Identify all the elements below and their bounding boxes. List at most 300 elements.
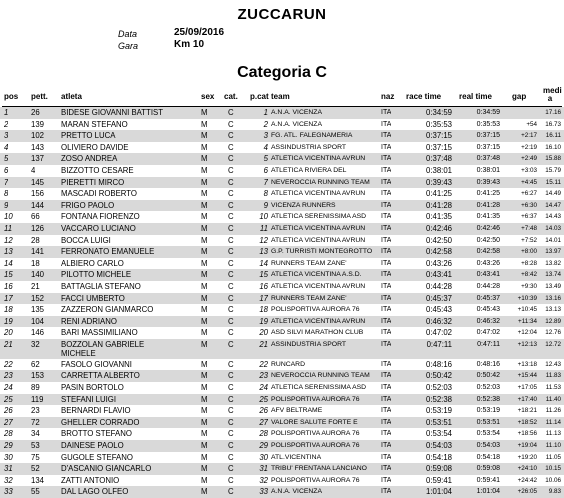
cell-pos: 28 [4, 429, 13, 439]
cell-sex: M [201, 383, 208, 393]
cell-race-time: 0:47:02 [425, 328, 452, 338]
cell-pcat: 30 [259, 452, 268, 462]
cell-pett: 28 [31, 235, 40, 245]
cell-pett: 126 [31, 223, 45, 233]
cell-pcat: 10 [259, 212, 268, 222]
cell-real-time: 0:39:43 [476, 178, 500, 186]
cell-cat: C [228, 154, 234, 164]
cell-pcat: 18 [259, 305, 268, 315]
cell-athlete: PILOTTO MICHELE [61, 270, 132, 280]
cell-team: ATLETICA VICENTINA AVRUN [271, 190, 366, 198]
cell-real-time: 0:52:03 [476, 384, 500, 392]
header-naz: naz [381, 92, 395, 101]
cell-race-time: 0:39:43 [425, 177, 452, 187]
table-header [0, 86, 564, 106]
cell-race-time: 1:01:04 [425, 487, 452, 497]
header-team: team [271, 92, 290, 101]
cell-cat: C [228, 452, 234, 462]
cell-sex: M [201, 177, 208, 187]
cell-pos: 12 [4, 235, 13, 245]
cell-pett: 52 [31, 464, 40, 474]
cell-media: 11.05 [545, 453, 561, 461]
cell-athlete: DAINESE PAOLO [61, 441, 124, 451]
cell-cat: C [228, 258, 234, 268]
cell-real-time: 0:47:11 [477, 340, 500, 348]
cell-pos: 24 [4, 383, 13, 393]
cell-race-time: 0:35:53 [425, 119, 452, 129]
cell-race-time: 0:53:51 [425, 417, 452, 427]
cell-media: 16.73 [545, 120, 561, 128]
cell-cat: C [228, 235, 234, 245]
cell-media: 17.16 [545, 109, 561, 116]
cell-race-time: 0:59:41 [425, 475, 452, 485]
cell-gap: +6:30 [521, 201, 537, 209]
cell-naz: ITA [381, 132, 392, 140]
cell-pos: 29 [4, 441, 13, 451]
cell-gap: +12:13 [517, 340, 537, 348]
cell-team: POLISPORTIVA AURORA 76 [271, 306, 360, 314]
cell-sex: M [201, 223, 208, 233]
cell-team: ATLETICA VICENTINA AVRUN [271, 282, 366, 290]
cell-media: 9.83 [548, 488, 561, 496]
cell-real-time: 0:50:42 [476, 372, 500, 380]
cell-pcat: 27 [259, 417, 268, 427]
cell-real-time: 0:43:41 [476, 271, 500, 279]
cell-team: NEVEROCCIA RUNNING TEAM [271, 178, 370, 186]
cell-pett: 62 [31, 359, 40, 369]
cell-pcat: 32 [259, 475, 268, 485]
cell-real-time: 0:42:58 [476, 248, 500, 256]
cell-athlete: GHELLER CORRADO [61, 417, 140, 427]
cell-athlete: BIDESE GIOVANNI BATTIST [61, 108, 163, 117]
table-row [0, 417, 564, 429]
cell-gap: +17:05 [517, 384, 537, 392]
cell-naz: ITA [381, 155, 392, 163]
cell-naz: ITA [381, 418, 392, 426]
cell-pos: 4 [4, 142, 9, 152]
table-row [0, 258, 564, 270]
cell-pcat: 20 [259, 328, 268, 338]
cell-athlete: ALBIERO CARLO [61, 258, 124, 268]
cell-sex: M [201, 429, 208, 439]
cell-team: ATLETICA VICENTINA AVRUN [271, 236, 366, 244]
cell-race-time: 0:43:26 [425, 258, 452, 268]
cell-cat: C [228, 247, 234, 257]
cell-athlete: CARRETTA ALBERTO [61, 371, 140, 381]
cell-media: 13.82 [545, 259, 561, 267]
cell-media: 13.16 [545, 294, 561, 302]
table-row [0, 107, 564, 119]
cell-naz: ITA [381, 294, 392, 302]
cell-naz: ITA [381, 329, 392, 337]
cell-pcat: 2 [263, 119, 268, 129]
cell-pett: 152 [31, 293, 45, 303]
cell-naz: ITA [381, 109, 392, 116]
cell-cat: C [228, 165, 234, 175]
cell-athlete: BROTTO STEFANO [61, 429, 132, 439]
cell-pcat: 25 [259, 394, 268, 404]
cell-sex: M [201, 258, 208, 268]
header-real-time: real time [459, 92, 492, 101]
cell-pos: 32 [4, 475, 13, 485]
cell-pos: 9 [4, 200, 9, 210]
cell-pcat: 22 [259, 359, 268, 369]
cell-real-time: 0:37:48 [476, 155, 500, 163]
cell-race-time: 0:54:03 [425, 441, 452, 451]
cell-pos: 27 [4, 417, 13, 427]
cell-pos: 26 [4, 406, 13, 416]
cell-athlete: MASCADI ROBERTO [61, 189, 137, 199]
cell-team: ATLETICA SERENISSIMA ASD [271, 384, 367, 392]
cell-race-time: 0:42:58 [425, 247, 452, 257]
cell-pett: 89 [31, 383, 40, 393]
cell-athlete-line2: MICHELE [61, 348, 96, 358]
cell-cat: C [228, 131, 234, 141]
cell-real-time: 0:44:28 [476, 282, 500, 290]
cell-athlete: BOCCA LUIGI [61, 235, 111, 245]
cell-pett: 135 [31, 305, 45, 315]
cell-pcat: 24 [259, 383, 268, 393]
cell-media: 16.10 [545, 143, 561, 151]
cell-pos: 30 [4, 452, 13, 462]
cell-athlete: BARI MASSIMILIANO [61, 328, 138, 338]
cell-race-time: 0:46:32 [425, 316, 452, 326]
cell-sex: M [201, 339, 208, 349]
cell-pcat: 12 [259, 235, 268, 245]
cell-gap: +8:28 [521, 259, 537, 267]
cell-pcat: 16 [259, 281, 268, 291]
cell-team: RUNCARD [271, 360, 305, 368]
cell-pett: 140 [31, 270, 45, 280]
cell-sex: M [201, 165, 208, 175]
cell-pcat: 28 [259, 429, 268, 439]
cell-pos: 13 [4, 247, 13, 257]
cell-naz: ITA [381, 372, 392, 380]
cell-race-time: 0:53:19 [425, 406, 452, 416]
cell-athlete: RENI ADRIANO [61, 316, 117, 326]
cell-pcat: 1 [263, 108, 268, 117]
cell-pos: 8 [4, 189, 9, 199]
cell-gap: +26:05 [517, 488, 537, 496]
cell-team: AFV BELTRAME [271, 407, 323, 415]
cell-cat: C [228, 142, 234, 152]
cell-media: 11.10 [545, 442, 561, 450]
cell-pos: 21 [4, 339, 13, 349]
cell-real-time: 0:59:08 [476, 465, 500, 473]
cell-real-time: 0:45:37 [476, 294, 500, 302]
cell-athlete: FONTANA FIORENZO [61, 212, 140, 222]
cell-pett: 137 [31, 154, 45, 164]
cell-athlete: D'ASCANIO GIANCARLO [61, 464, 152, 474]
cell-sex: M [201, 281, 208, 291]
cell-real-time: 0:41:25 [476, 190, 500, 198]
cell-cat: C [228, 394, 234, 404]
cell-naz: ITA [381, 395, 392, 403]
table-row [0, 293, 564, 305]
cell-race-time: 0:59:08 [425, 464, 452, 474]
cell-team: ATLETICA SERENISSIMA ASD [271, 213, 367, 221]
cell-pcat: 5 [263, 154, 268, 164]
cell-race-time: 0:41:35 [425, 212, 452, 222]
cell-team: A.N.A. VICENZA [271, 488, 322, 496]
cell-pett: 153 [31, 371, 45, 381]
cell-pett: 53 [31, 441, 40, 451]
cell-gap: +24:42 [517, 476, 537, 484]
cell-sex: M [201, 131, 208, 141]
cell-real-time: 0:59:41 [476, 476, 500, 484]
cell-media: 13.49 [545, 282, 561, 290]
cell-media: 14.01 [545, 236, 561, 244]
cell-naz: ITA [381, 465, 392, 473]
cell-sex: M [201, 142, 208, 152]
cell-real-time: 0:54:03 [476, 442, 500, 450]
cell-athlete: FACCI UMBERTO [61, 293, 125, 303]
cell-race-time: 0:45:43 [425, 305, 452, 315]
cell-sex: M [201, 212, 208, 222]
header-sex: sex [201, 92, 215, 101]
cell-race-time: 0:37:15 [425, 142, 452, 152]
cell-real-time: 0:41:28 [476, 201, 500, 209]
cell-pos: 11 [4, 223, 13, 233]
cell-gap: +10:39 [517, 294, 537, 302]
table-row [0, 327, 564, 339]
cell-sex: M [201, 406, 208, 416]
cell-cat: C [228, 328, 234, 338]
cell-team: VICENZA RUNNERS [271, 201, 336, 209]
cell-team: RUNNERS TEAM ZANE' [271, 294, 347, 302]
cell-athlete: GUGOLE STEFANO [61, 452, 133, 462]
cell-cat: C [228, 487, 234, 497]
cell-sex: M [201, 394, 208, 404]
cell-real-time: 0:37:15 [476, 132, 500, 140]
cell-gap: +7:48 [521, 224, 537, 232]
cell-team: ATL.VICENTINA [271, 453, 322, 461]
cell-race-time: 0:43:41 [425, 270, 452, 280]
cell-pcat: 26 [259, 406, 268, 416]
cell-real-time: 0:54:18 [476, 453, 500, 461]
cell-naz: ITA [381, 282, 392, 290]
cell-pos: 15 [4, 270, 13, 280]
cell-gap: +15:44 [517, 372, 537, 380]
cell-pcat: 4 [263, 142, 268, 152]
cell-pett: 55 [31, 487, 40, 497]
cell-team: ATLETICA VICENTINA A.S.D. [271, 271, 362, 279]
cell-naz: ITA [381, 317, 392, 325]
cell-pos: 6 [4, 165, 9, 175]
cell-sex: M [201, 464, 208, 474]
cell-sex: M [201, 305, 208, 315]
cell-naz: ITA [381, 306, 392, 314]
cell-cat: C [228, 339, 234, 349]
cell-pos: 14 [4, 258, 13, 268]
cell-team: ATLETICA VICENTINA AVRUN [271, 224, 366, 232]
cell-athlete: VACCARO LUCIANO [61, 223, 136, 233]
cell-media: 12.43 [545, 360, 561, 368]
event-title: ZUCCARUN [237, 6, 327, 23]
cell-pcat: 7 [263, 177, 268, 187]
cell-pett: 75 [31, 452, 40, 462]
table-row [0, 428, 564, 440]
header-pett: pett. [31, 92, 48, 101]
cell-pett: 102 [31, 131, 45, 141]
cell-cat: C [228, 293, 234, 303]
cell-race-time: 0:50:42 [425, 371, 452, 381]
cell-real-time: 0:52:38 [476, 395, 500, 403]
cell-gap: +3:03 [521, 166, 537, 174]
table-row [0, 452, 564, 464]
event-date: 25/09/2016 [174, 27, 225, 38]
cell-team: A.N.A. VICENZA [271, 120, 322, 128]
cell-gap: +2:19 [521, 143, 537, 151]
cell-media: 12.89 [545, 317, 561, 325]
cell-pos: 33 [4, 487, 13, 497]
cell-cat: C [228, 270, 234, 280]
cell-race-time: 0:37:15 [425, 131, 452, 141]
cell-cat: C [228, 119, 234, 129]
cell-pos: 23 [4, 371, 13, 381]
cell-pcat: 23 [259, 371, 268, 381]
cell-athlete: PASIN BORTOLO [61, 383, 124, 393]
cell-media: 14.47 [545, 201, 561, 209]
cell-team: ATLETICA VICENTINA AVRUN [271, 155, 366, 163]
header-cat: cat. [224, 92, 238, 101]
cell-pos: 2 [4, 119, 9, 129]
cell-naz: ITA [381, 453, 392, 461]
table-row [0, 235, 564, 247]
table-row [0, 394, 564, 406]
table-row [0, 142, 564, 154]
table-row [0, 359, 564, 371]
cell-sex: M [201, 200, 208, 210]
cell-real-time: 0:41:35 [476, 213, 500, 221]
cell-sex: M [201, 247, 208, 257]
cell-pcat: 13 [259, 247, 268, 257]
cell-athlete: BOZZOLAN GABRIELE [61, 339, 145, 349]
table-row [0, 153, 564, 165]
cell-gap: +19:04 [517, 442, 537, 450]
cell-athlete: OLIVIERO DAVIDE [61, 142, 129, 152]
cell-pos: 7 [4, 177, 9, 187]
cell-pett: 146 [31, 328, 45, 338]
cell-real-time: 0:42:46 [476, 224, 500, 232]
cell-pcat: 9 [263, 200, 268, 210]
header-media-line2: a [547, 94, 553, 103]
cell-real-time: 0:47:02 [476, 329, 500, 337]
cell-cat: C [228, 417, 234, 427]
cell-race-time: 0:53:54 [425, 429, 452, 439]
cell-gap: +2:49 [521, 155, 537, 163]
cell-naz: ITA [381, 271, 392, 279]
table-row [0, 316, 564, 328]
cell-naz: ITA [381, 143, 392, 151]
cell-cat: C [228, 383, 234, 393]
cell-naz: ITA [381, 488, 392, 496]
cell-team: VALORE SALUTE FORTE E [271, 418, 358, 426]
cell-team: ATLETICA VICENTINA AVRUN [271, 317, 366, 325]
cell-team: FG. ATL. FALEGNAMERIA [271, 132, 353, 140]
cell-team: NEVEROCCIA RUNNING TEAM [271, 372, 370, 380]
cell-gap: +13:18 [517, 360, 537, 368]
cell-real-time: 1:01:04 [476, 488, 500, 496]
cell-cat: C [228, 281, 234, 291]
cell-athlete: PRETTO LUCA [61, 131, 116, 141]
cell-race-time: 0:41:28 [425, 200, 452, 210]
cell-pett: 4 [31, 165, 36, 175]
cell-media: 14.49 [545, 190, 561, 198]
cell-pcat: 3 [263, 131, 268, 141]
cell-cat: C [228, 189, 234, 199]
cell-naz: ITA [381, 384, 392, 392]
cell-team: A.N.A. VICENZA [271, 109, 322, 116]
header-media-line1: medi [543, 86, 562, 95]
cell-gap: +10:45 [517, 306, 537, 314]
cell-naz: ITA [381, 442, 392, 450]
header-media [543, 86, 562, 103]
cell-sex: M [201, 441, 208, 451]
cell-media: 11.14 [545, 418, 561, 426]
cell-pos: 3 [4, 131, 9, 141]
cell-pos: 16 [4, 281, 13, 291]
cell-pcat: 31 [259, 464, 268, 474]
cell-media: 15.88 [545, 155, 561, 163]
cell-gap: +18:21 [517, 407, 537, 415]
cell-pett: 23 [31, 406, 40, 416]
table-row [0, 269, 564, 281]
cell-pos: 17 [4, 293, 13, 303]
cell-gap: +4:45 [521, 178, 537, 186]
table-row [0, 119, 564, 131]
table-row [0, 200, 564, 212]
cell-cat: C [228, 371, 234, 381]
cell-pcat: 14 [259, 258, 268, 268]
cell-naz: ITA [381, 213, 392, 221]
cell-pcat: 6 [263, 165, 268, 175]
cell-athlete: FASOLO GIOVANNI [61, 359, 132, 369]
header-gap: gap [512, 92, 527, 101]
cell-cat: C [228, 108, 234, 117]
cell-team: ASD SILVI MARATHON CLUB [271, 329, 364, 337]
cell-gap: +8:42 [521, 271, 537, 279]
header-race-time: race time [406, 92, 442, 101]
cell-real-time: 0:38:01 [476, 166, 500, 174]
cell-media: 10.15 [545, 465, 561, 473]
cell-pett: 72 [31, 417, 40, 427]
table-row [0, 382, 564, 394]
date-label: Data [118, 29, 138, 39]
cell-team: POLISPORTIVA AURORA 76 [271, 430, 360, 438]
cell-pcat: 17 [259, 293, 268, 303]
cell-real-time: 0:37:15 [476, 143, 500, 151]
cell-gap: +19:20 [517, 453, 537, 461]
cell-cat: C [228, 305, 234, 315]
cell-cat: C [228, 223, 234, 233]
cell-naz: ITA [381, 430, 392, 438]
cell-race-time: 0:37:48 [425, 154, 452, 164]
cell-athlete: FERRONATO EMANUELE [61, 247, 155, 257]
cell-pett: 156 [31, 189, 45, 199]
cell-gap: +54 [526, 120, 537, 128]
cell-naz: ITA [381, 166, 392, 174]
cell-sex: M [201, 108, 208, 117]
cell-cat: C [228, 429, 234, 439]
cell-naz: ITA [381, 407, 392, 415]
cell-pos: 20 [4, 328, 13, 338]
cell-media: 11.83 [545, 372, 561, 380]
cell-cat: C [228, 200, 234, 210]
cell-pcat: 21 [259, 339, 268, 349]
cell-athlete: ZOSO ANDREA [61, 154, 118, 164]
cell-athlete: STEFANI LUIGI [61, 394, 117, 404]
